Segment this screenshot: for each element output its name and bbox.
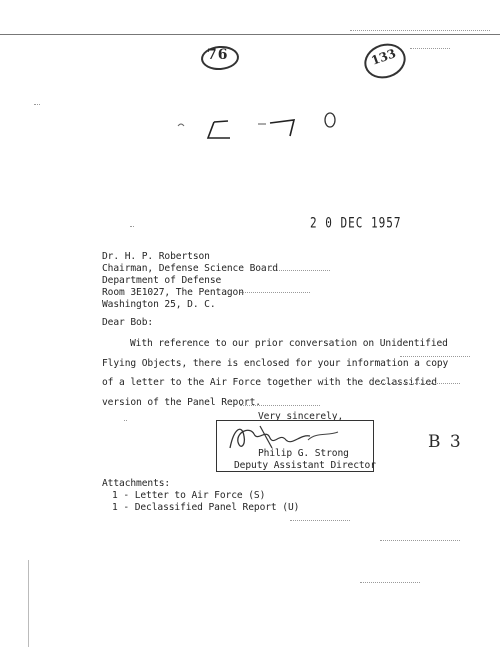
salutation: Dear Bob:	[102, 317, 154, 328]
recipient-line-2: Chairman, Defense Science Board	[102, 263, 278, 274]
body-line-4: version of the Panel Report.	[102, 397, 261, 408]
body-fade-1	[400, 356, 470, 357]
recipient-line-4: Room 3E1027, The Pentagon	[102, 287, 244, 298]
recipient-fade-1	[270, 270, 330, 271]
attachments-label: Attachments:	[102, 478, 171, 489]
left-speck-1	[34, 104, 40, 105]
recipient-line-1: Dr. H. P. Robertson	[102, 251, 210, 262]
body-fade-3	[240, 405, 320, 406]
left-speck-2	[130, 226, 134, 227]
closing: Very sincerely,	[258, 411, 344, 422]
body-line-2: Flying Objects, there is enclosed for your information a copy	[102, 358, 449, 369]
left-edge-shadow	[28, 560, 29, 647]
body-fade-2	[380, 383, 460, 384]
signer-name: Philip G. Strong	[258, 448, 349, 459]
date-stamp: 2 0 DEC 1957	[310, 215, 402, 232]
corner-number-text: 133	[369, 46, 398, 68]
attachment-item-2: 1 - Declassified Panel Report (U)	[112, 502, 300, 513]
body-line-1: With reference to our prior conversation on Unidentified	[130, 338, 448, 349]
footer-fade-2	[380, 540, 460, 541]
attachment-item-1: 1 - Letter to Air Force (S)	[112, 490, 266, 501]
top-rule-fade	[350, 30, 490, 31]
recipient-fade-2	[240, 292, 310, 293]
recipient-line-5: Washington 25, D. C.	[102, 299, 216, 310]
footer-fade-1	[290, 520, 350, 521]
corner-specks	[410, 48, 450, 49]
circled-number-text: 76	[207, 47, 229, 63]
body-line-3: of a letter to the Air Force together with the declassified	[102, 377, 437, 388]
margin-mark: B 3	[428, 432, 463, 452]
top-rule	[0, 34, 500, 35]
signer-title: Deputy Assistant Director	[234, 460, 376, 471]
recipient-line-3: Department of Defense	[102, 275, 222, 286]
bracket-scribble	[170, 108, 350, 148]
left-speck-3	[124, 420, 127, 421]
footer-fade-3	[360, 582, 420, 583]
